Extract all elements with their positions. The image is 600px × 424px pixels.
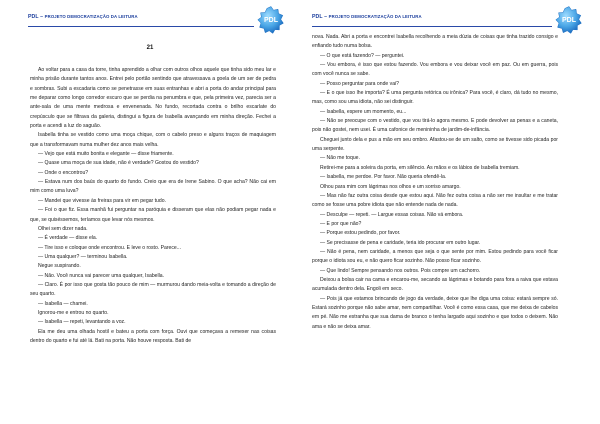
paragraph: — Isabella — repeti, levantando a voz.	[38, 319, 126, 326]
paragraph: Cheguei junto dela e pus a mão em seu ombro. Afastou-se de um salto, como se tivesse sido picada por uma serpente.	[312, 136, 558, 153]
paragraph: — Vou embora, é isso que estou fazendo. Vou embora e vou deixar você em paz. Ou em guerra, pois com você nunca se sabe.	[312, 62, 558, 78]
paragraph: — Onde o encontrou?	[38, 169, 89, 176]
paragraph: — Estava num dos baús do quarto do fundo. Creio que era de Irene Sabino. O que acha? Não cai em mim como uma luva?	[30, 179, 276, 195]
paragraph: — Não é pena, nem caridade, a menos que seja o que sente por mim. Estou pedindo para você ficar porque o idiota sou eu, e não quero ficar sozinho. Não posso ficar sozinho.	[312, 248, 558, 265]
paragraph: — Isabella, me perdoe. Por favor. Não queria ofendê-la.	[320, 174, 447, 181]
paragraph: — Foi o que fiz. Essa manhã fui perguntar na paróquia e disseram que elas não podiam pegar nada e que, se quiséssemos, teríamos que levar nós mesmos.	[30, 207, 276, 223]
header-dash: –	[322, 14, 329, 20]
paragraph: — Posso perguntar para onde vai?	[320, 80, 400, 87]
paragraph: Olhei sem dizer nada.	[38, 225, 88, 232]
page-number: 21	[146, 45, 154, 51]
paragraph: — Isabella, espere um momento, eu...	[320, 108, 407, 115]
paragraph: Ao voltar para a casa da torre, tinha aprendido a olhar com outros olhos aquele que tinha sido meu lar e minha prisão durante tantos anos. Entrei pelo portão sentindo que atravessava a goela de um ser de pedra e sombras. Subi a escadaria como se penetrasse em suas entranhas e abri a porta do andar principal para me deparar como longo corredor escuro que se perdia na penumbra e que, pela primeira vez, parecia ser a ante-sala de uma mente medrosa e envenenada. No fundo, recortada contra o brilho escarlate do crepúsculo que se filtrava da galeria, distingui a figura de Isabella avançando em minha direção. Fechei a porta e acendi a luz do saguão.	[30, 67, 276, 130]
paragraph: — Vejo que está muito bonita e elegante — disse friamente.	[38, 151, 174, 158]
paragraph: — E por que não?	[320, 220, 362, 227]
paragraph: Ela me deu uma olhada hostil e bateu a porta com força. Ouvi que começava a remexer nas coisas dentro do quarto e fui até lá. Bati na porta. Não houve resposta. Bati de	[30, 328, 276, 344]
paragraph: Negue suspirando.	[38, 263, 81, 270]
paragraph: Olhou para mim com lágrimas nos olhos e um sorriso amargo.	[320, 183, 461, 190]
header-title: PROJETO DEMOCRATIZAÇÃO DA LEITURA	[328, 14, 422, 19]
paragraph: — Isabella — chamei.	[38, 300, 88, 307]
right-page-text	[312, 33, 558, 332]
paragraph: — Não me toque.	[320, 155, 360, 162]
left-header-rule	[28, 26, 254, 27]
paragraph: — Que lindo! Sempre pensando nos outros. Pois compre um cachorro.	[320, 267, 481, 274]
paragraph: — Uma qualquer? — terminou Isabella.	[38, 253, 128, 260]
paragraph: — Tire isso e coloque onde encontrou. E leve o rosto. Parece...	[38, 244, 181, 251]
pdl-logo-icon	[554, 5, 584, 35]
pdl-logo-icon	[256, 5, 286, 35]
paragraph: — Não. Você nunca vai parecer uma qualquer, Isabella.	[38, 272, 165, 279]
paragraph: — Mas não faz outra coisa desde que estou aqui. Não fez outra coisa a não ser me insultar e me tratar como se fosse uma pobre idiota que não entende nada de nada.	[312, 192, 558, 209]
header-site: PDL	[28, 14, 39, 20]
paragraph: — É verdade — disse ela.	[38, 235, 98, 242]
paragraph: — Claro. É por isso que gosta tão pouco de mim — murmurou dando meia-volta e tomando a direção de seu quarto.	[30, 281, 276, 298]
logo-text: PDL	[264, 17, 278, 25]
paragraph: — Mandei que vivesse às freiras para vir em pegar tudo.	[38, 197, 166, 204]
paragraph: Deixou a bolsa cair na cama e encarou-me, secando as lágrimas e botando para fora a raiva que estava acumulada dentro dela. Engoli em seco.	[312, 276, 558, 293]
header-title: PROJETO DEMOCRATIZAÇÃO DA LEITURA	[44, 14, 138, 19]
paragraph: — O que está fazendo? — perguntei.	[320, 52, 405, 59]
right-header-rule	[312, 26, 552, 27]
logo-text: PDL	[562, 17, 576, 25]
paragraph: Retirei-me para a soleira da porta, em silêncio. As mãos e os lábios de Isabella tremiam.	[320, 164, 520, 171]
paragraph: — Se precisasse de pena e caridade, teria ido procurar em outro lugar.	[320, 239, 481, 246]
right-page-header	[312, 14, 422, 24]
paragraph: — Pois já que estamos brincando de jogo da verdade, deixe que lhe diga uma coisa: estará sempre só. Estará sozinho porque não sabe amar, nem compartilhar. Você é como essa casa, que me deixa de cabelos em pé. Não me estranha que sua dama de branco o tenha largado aqui sozinho e que todos o deixem. Não ama e não se deixa amar.	[312, 295, 558, 330]
left-page-header	[28, 14, 138, 24]
header-site: PDL	[312, 14, 323, 20]
paragraph: nova. Nada. Abri a porta e encontrei Isabella recolhendo a meia dúzia de coisas que tinha trazido consigo e enfiando tudo numa bolsa.	[312, 34, 558, 50]
paragraph: — Quase uma moça de sua idade, não é verdade? Gostou do vestido?	[38, 160, 199, 167]
paragraph: — Desculpe — repeti. — Largue essas coisas. Não vá embora.	[320, 211, 464, 218]
paragraph: Ignorou-me e entrou no quarto.	[38, 309, 109, 316]
paragraph: — Porque estou pedindo, por favor.	[320, 230, 401, 237]
paragraph: Isabella tinha se vestido como uma moça chique, com o cabelo preso e alguns traços de maquiagem que a transformavam numa mulher dez anos mais velha.	[30, 132, 276, 148]
right-page	[300, 0, 600, 424]
paragraph: — E o que isso lhe importa? É uma pergunta retórica ou irônica? Para você, é claro, dá tudo no mesmo, mas, como sou uma idiota, não sei distinguir.	[312, 90, 558, 106]
header-dash: –	[38, 14, 45, 20]
paragraph: — Não se preocupe com o vestido, que vou tirá-lo agora mesmo. E pode devolver as penas e a caneta, pois não gostei, nem usei. É uma cafonice de menininha de jardim-de-infância.	[312, 118, 558, 134]
left-page-text	[30, 66, 276, 346]
